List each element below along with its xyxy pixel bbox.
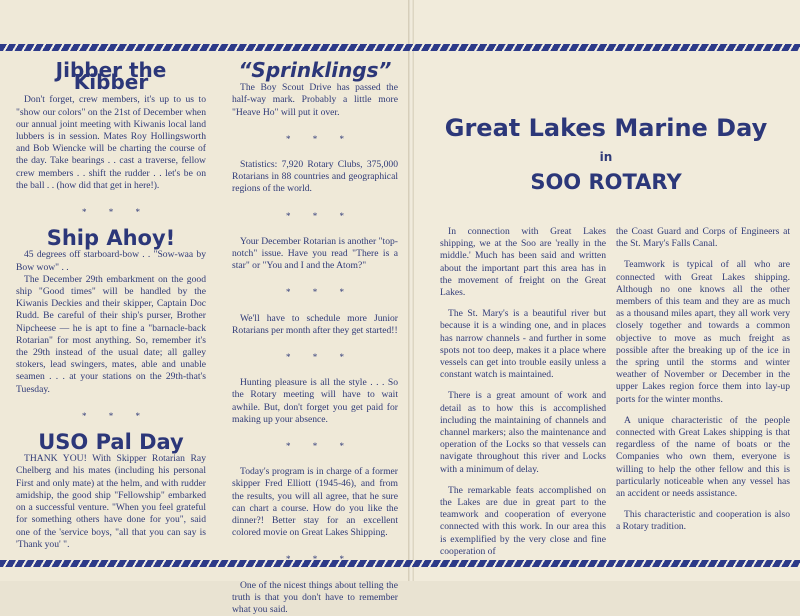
separator: * * * <box>286 133 354 144</box>
jibber-title: Jibber the Kibber <box>55 58 167 95</box>
paragraph-continuation: the Coast Guard and Corps of Engineers at the St. Mary's Falls Canal. <box>616 226 790 250</box>
sprinklings-column <box>232 58 398 616</box>
uso-text: THANK YOU! With Skipper Rotarian Ray Chelberg and his mates (including his personal First and only mate) at the helm, and with rudder amidship, the good ship "Fellowship" embarked on a successful venture. "When you feel grateful for something others have done for you", said one of the 'service boys, "all that you can say is 'Thank you' ". <box>16 453 206 550</box>
soo-rotary-subtitle: SOO ROTARY <box>530 170 682 194</box>
sprinkling-item: One of the nicest things about telling the truth is that you don't have to remember what you said. <box>232 579 398 616</box>
separator: * * * <box>82 410 150 421</box>
sprinkling-item: Hunting pleasure is all the style . . . So the Rotary meeting will have to wait awhile. But, don't forget you get paid for making up your absence. <box>232 377 398 425</box>
ship-ahoy-p1: 45 degrees off starboard-bow . . "Sow-waa by Bow wow" . . <box>16 249 206 273</box>
right-column-1 <box>440 226 606 567</box>
in-text: in <box>599 150 613 164</box>
left-column <box>16 58 206 551</box>
separator: * * * <box>82 207 150 218</box>
sprinkling-item: We'll have to schedule more Junior Rotarians per month after they get started!! <box>232 312 398 336</box>
ship-ahoy-p2: The December 29th embarkment on the good ship "Good times" will be handled by the Kiwanis Deckies and their skipper, Captain Doc Rudd. Be careful of their ship's purser, Brother Nipcheese — he is apt to fine a "barnacle-back Rotarian" for most anything. So, remember it's the 29th instead of the usual date; all galley stokers, lead swingers, mates, able and unable seamen . . . at your stations on the 29th-that's Tuesday. <box>16 273 206 395</box>
sprinkling-item: The Boy Scout Drive has passed the half-way mark. Probably a little more "Heave Ho" will put it over. <box>232 82 398 118</box>
sprinkling-item: Your December Rotarian is another "top-notch" issue. Have you read "There is a star" or "You and I and the Atom?" <box>232 235 398 272</box>
paragraph: In connection with Great Lakes shipping, we at the Soo are 'really in the middle.' Much has been said and written about the important part this area has in the movement of freight on the Great Lakes. <box>440 226 606 299</box>
uso-title: USO Pal Day <box>38 430 184 455</box>
separator: * * * <box>286 210 354 221</box>
rope-border-bottom <box>0 560 800 567</box>
paragraph: There is a great amount of work and detail as to how this is accomplished including the maintaining of channels and channel markers; also the maintenance and operation of the Locks so that vessels can navigate throughout this river and Locks with a minimum of delay. <box>440 390 606 475</box>
rope-border-top <box>0 44 800 51</box>
paragraph: A unique characteristic of the people connected with Great Lakes shipping is that regardless of the name of boats or the Companies who own them, everyone is willing to help the other fellow and this is particularly noticeable when any vessel has an accident or needs assistance. <box>616 414 790 500</box>
paragraph: The remarkable feats accomplished on the Lakes are due in great part to the teamwork and cooperation of everyone connected with this work. In our area this is exemplified by the very close and fine cooperation of <box>440 484 606 557</box>
marine-day-title: Great Lakes Marine Day <box>444 114 768 142</box>
right-column-2 <box>616 226 790 543</box>
sprinkling-item: Statistics: 7,920 Rotary Clubs, 375,000 Rotarians in 88 countries and geographical regions of the world. <box>232 159 398 195</box>
right-heading <box>412 114 800 194</box>
jibber-text: Don't forget, crew members, it's up to us to "show our colors" on the 21st of December when our annual joint meeting with Kiwanis local land lubbers is in session. Mates Roy Hollingsworth and Bob Wiencke will be charting the course of the day. Take bearings . . cast a traverse, fellow crew members . . shift the rudder . . let's be on the ball . . (how did that get in here!). <box>16 94 206 191</box>
separator: * * * <box>286 554 354 565</box>
separator: * * * <box>286 441 354 452</box>
page-fold <box>408 0 414 581</box>
paragraph: This characteristic and cooperation is also a Rotary tradition. <box>616 509 790 533</box>
sprinklings-title: “Sprinklings” <box>238 58 392 82</box>
ship-ahoy-title: Ship Ahoy! <box>46 226 176 251</box>
sprinkling-item: Today's program is in charge of a former skipper Fred Elliott (1945-46), and from the results, you will all agree, that he sure can chart a course. How do you like the dinner?! Better stay for an excellent colored movie on Great Lakes Shipping. <box>232 466 398 539</box>
separator: * * * <box>286 352 354 363</box>
separator: * * * <box>286 287 354 298</box>
paragraph: Teamwork is typical of all who are connected with Great Lakes shipping. Although no one knows all the other members of this team and they are as much as a thousand miles apart, they all work very closely together and towards a common objective to move as much freight as possible after the breaking up of the ice in the spring until the storms and winter weather of November or December in the upper Lakes region force them into lay-up ports for the winter months. <box>616 259 790 405</box>
paragraph: The St. Mary's is a beautiful river but because it is a winding one, and in places has narrow channels - and further in some spots not too deep, makes it a place where vessels can get into trouble easily unless a constant watch is maintained. <box>440 308 606 381</box>
